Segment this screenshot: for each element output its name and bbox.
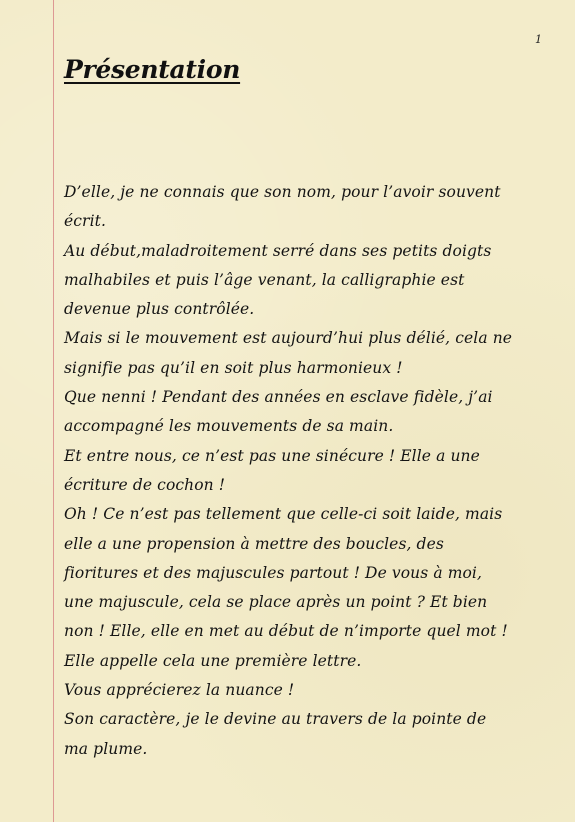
paragraph: D’elle, je ne connais que son nom, pour l’avoir souvent écrit. xyxy=(64,183,501,231)
page-number: 1 xyxy=(535,33,542,46)
paragraph: Vous apprécierez la nuance ! xyxy=(64,681,295,700)
paragraph: Son caractère, je le devine au travers de la pointe de ma plume. xyxy=(64,710,487,758)
page-title: Présentation xyxy=(64,55,241,84)
handwritten-text xyxy=(64,178,514,764)
paragraph: Et entre nous, ce n’est pas une sinécure ! Elle a une écriture de cochon ! xyxy=(64,446,480,494)
paragraph: Oh ! Ce n’est pas tellement que celle-ci soit laide, mais elle a une propension à mettre des boucles, des fioritures et des majuscules partout ! De vous à moi, une majuscule, cela se place après un point ? Et bien non ! Elle, elle en met au début de n’importe quel mot ! Elle appelle cela une première lettre. xyxy=(64,505,508,670)
paragraph: Que nenni ! Pendant des années en esclave fidèle, j’ai accompagné les mouvements de sa main. xyxy=(64,388,493,436)
paragraph: Mais si le mouvement est aujourd’hui plus délié, cela ne signifie pas qu’il en soit plus harmonieux ! xyxy=(64,329,513,377)
paragraph: Au début,maladroitement serré dans ses petits doigts malhabiles et puis l’âge venant, la calligraphie est devenue plus contrôlée. xyxy=(64,241,492,319)
margin-line xyxy=(53,0,54,822)
